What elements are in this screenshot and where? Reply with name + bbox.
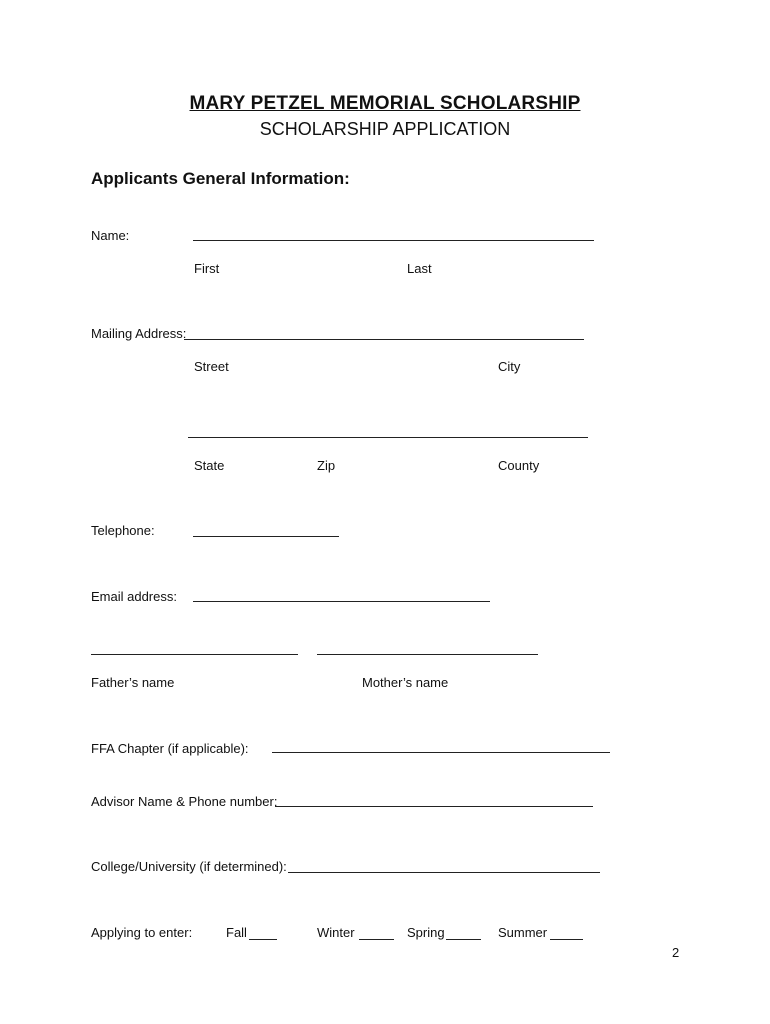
mailing-address-street-city-field[interactable] xyxy=(184,339,584,340)
advisor-field[interactable] xyxy=(275,806,593,807)
city-caption: City xyxy=(498,359,521,374)
father-name-field[interactable] xyxy=(91,654,298,655)
first-name-caption: First xyxy=(194,261,220,276)
winter-option xyxy=(317,925,355,940)
summer-option xyxy=(498,925,547,940)
mailing-address-state-zip-county-field[interactable] xyxy=(188,437,588,438)
summer-blank[interactable] xyxy=(550,939,583,940)
fall-caption: Fall xyxy=(226,925,247,940)
college-field[interactable] xyxy=(288,872,600,873)
name-label: Name: xyxy=(91,228,130,243)
mailing-address-label: Mailing Address: xyxy=(91,326,187,341)
page-number: 2 xyxy=(672,945,680,960)
telephone-field[interactable] xyxy=(193,536,339,537)
mother-name-caption: Mother’s name xyxy=(362,675,449,690)
winter-caption: Winter xyxy=(317,925,355,940)
ffa-chapter-field[interactable] xyxy=(272,752,610,753)
mother-name-field[interactable] xyxy=(317,654,538,655)
fall-option xyxy=(226,925,247,940)
ffa-chapter-label: FFA Chapter (if applicable): xyxy=(91,741,249,756)
email-label: Email address: xyxy=(91,589,177,604)
spring-blank[interactable] xyxy=(446,939,481,940)
county-caption: County xyxy=(498,458,540,473)
spring-caption: Spring xyxy=(407,925,445,940)
winter-blank[interactable] xyxy=(359,939,394,940)
application-subtitle: SCHOLARSHIP APPLICATION xyxy=(259,119,511,139)
advisor-label: Advisor Name & Phone number: xyxy=(91,794,278,809)
spring-option xyxy=(407,925,445,940)
zip-caption: Zip xyxy=(317,458,336,473)
section-heading: Applicants General Information: xyxy=(91,169,350,188)
last-name-caption: Last xyxy=(407,261,432,276)
college-label: College/University (if determined): xyxy=(91,859,287,874)
summer-caption: Summer xyxy=(498,925,548,940)
applying-label: Applying to enter: xyxy=(91,925,193,940)
state-caption: State xyxy=(194,458,225,473)
scholarship-title: MARY PETZEL MEMORIAL SCHOLARSHIP xyxy=(189,93,581,114)
street-caption: Street xyxy=(194,359,229,374)
name-field[interactable] xyxy=(193,240,594,241)
email-field[interactable] xyxy=(193,601,490,602)
fall-blank[interactable] xyxy=(249,939,277,940)
father-name-caption: Father’s name xyxy=(91,675,175,690)
telephone-label: Telephone: xyxy=(91,523,155,538)
